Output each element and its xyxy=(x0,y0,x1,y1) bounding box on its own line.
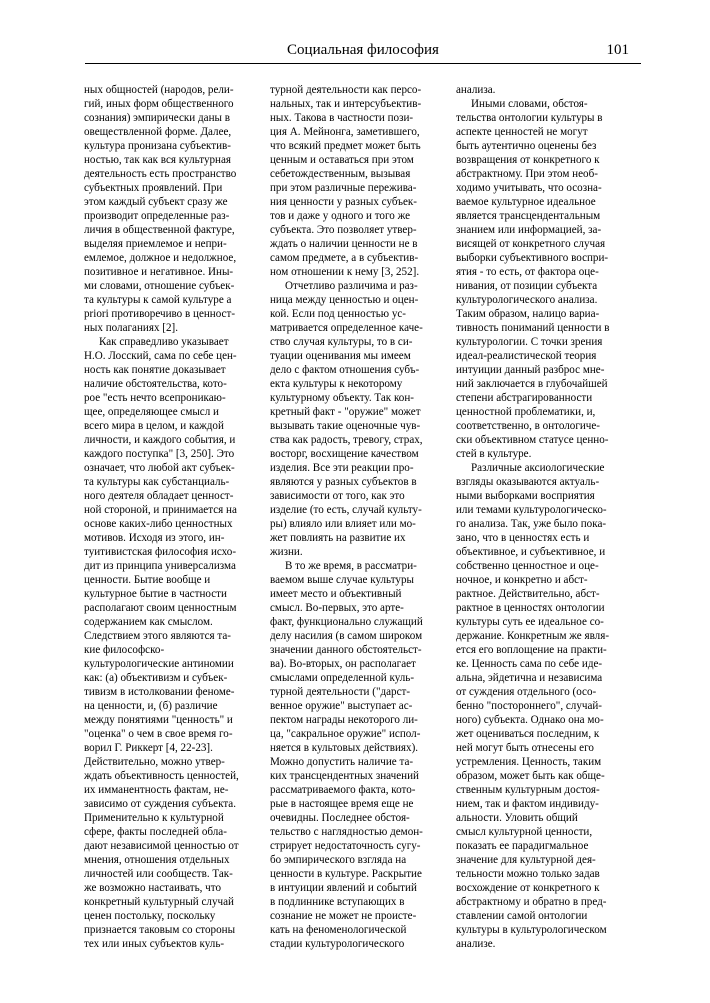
header-rule xyxy=(85,63,641,64)
paragraph: Иными словами, обстоя- тельства онтологии культуры в аспекте ценностей не могут быть аутентично оценены без возвращения от конкретного к абстрактному. При этом необ- ходимо учитывать, что осозна- ваемое культурное идеальное является трансцендентальным знанием или информацией, за- висящей от конкретного случая выборки субъективного воспри- ятия - то есть, от фактора оце- нивания, от позиции субъекта культурологического анализа. Таким образом, налицо вариа- тивность пониманий ценности в культурологии. С точки зрения идеал-реалистической теория интуиции данный разброс мне- ний заключается в глубочайшей степени абстрагированности ценностной проблематики, и, соответственно, в онтологиче- ски объективном статусе ценно- стей в культуре. xyxy=(456,98,610,460)
text-column-1 xyxy=(84,83,254,951)
text-column-3 xyxy=(456,83,626,951)
paragraph: В то же время, в рассматри- ваемом выше случае культуры имеет место и объективный смысл. Во-первых, это арте- факт, функционально служащий делу насилия (в самом широком значении данного обстоятельст- ва). Во-вторых, он располагает смыслами определенной куль- турной деятельности ("дарст- венное оружие" выступает ас- пектом награды некоторого ли- ца, "сакральное оружие" испол- няется в культовых действиях). Можно допустить наличие та- ких трансцендентных значений рассматриваемого факта, кото- рые в настоящее время еще не очевидны. Последнее обстоя- тельство с наглядностью демон- стрирует недостаточность сугу- бо эмпирического взгляда на ценности в культуре. Раскрытие в интуиции явлений и событий в подлиннике вступающих в сознание не может не происте- кать на феноменологической стадии культурологического xyxy=(270,560,423,950)
paragraph: анализа. xyxy=(456,84,496,96)
paragraph: ных общностей (народов, рели- гий, иных форм общественного сознания) эмпирически даны в овеществленной форме. Далее, культура пронизана субъектив- ностью, так как вся культурная деятельность есть пространство субъектных проявлений. При этом каждый субъект сразу же производит определенные раз- личия в общественной фактуре, выделяя приемлемое и непри- емлемое, должное и недолжное, позитивное и негативное. Ины- ми словами, отношение субъек- та культуры к самой культуре a priori противоречиво в ценност- ных полаганиях [2]. xyxy=(84,84,237,334)
page-number: 101 xyxy=(606,42,629,58)
paragraph: Различные аксиологические взгляды оказываются актуаль- ными выборками восприятия или темами культурологическо- го анализа. Так, уже было пока- зано, что в ценностях есть и объективное, и субъективное, и собственно ценностное и оце- ночное, и конкретно и абст- рактное. Действительно, абст- рактное в ценностях онтологии культуры суть ее идеальное со- держание. Конкретным же явля- ется его воплощение на практи- ке. Ценность сама по себе иде- альна, эйдетична и независима от суждения отдельного (осо- бенно "постороннего", случай- ного) субъекта. Однако она мо- жет оцениваться последним, к ней могут быть отнесены его устремления. Ценность, таким образом, может быть как обще- ственным культурным достоя- нием, так и фактом индивиду- альности. Уловить общий смысл культурной ценности, показать ее парадигмальное значение для культурной дея- тельности можно только задав восхождение от конкретного к абстрактному и обратно в пред- ставлении самой онтологии культуры в культурологическом анализе. xyxy=(456,462,610,950)
paragraph: Как справедливо указывает Н.О. Лосский, сама по себе цен- ность как понятие доказывает наличие обстоятельства, кото- рое "есть нечто всепроникаю- щее, определяющее смысл и всего мира в целом, и каждой личности, и каждого события, и каждого поступка" [3, 250]. Это означает, что любой акт субъек- та культуры как субстанциаль- ного деятеля обладает ценност- ной стороной, и принимается на основе каких-либо ценностных мотивов. Исходя из этого, ин- туитивистская философия исхо- дит из принципа универсализма ценности. Бытие вообще и культурное бытие в частности располагают своим ценностным содержанием как смыслом. Следствием этого являются та- кие философско- культурологические антиномии как: (а) объективизм и субъек- тивизм в истолковании феноме- на ценности, и, (б) различие между понятиями "ценность" и "оценка" о чем в свое время го- ворил Г. Риккерт [4, 22-23]. Действительно, можно утвер- ждать объективность ценностей, их имманентность фактам, не- зависимо от суждения субъекта. Применительно к культурной сфере, факты последней обла- дают независимой ценностью от мнения, отношения отдельных личностей или сообществ. Так- же возможно настаивать, что конкретный культурный случай ценен постольку, поскольку признается таковым со стороны тех или иных субъектов куль- xyxy=(84,336,239,950)
running-header xyxy=(85,38,641,64)
text-column-2 xyxy=(270,83,440,951)
section-title: Социальная философия xyxy=(287,42,439,58)
paragraph: Отчетливо различима и раз- ница между ценностью и оцен- кой. Если под ценностью ус- матривается определенное каче- ство случая культуры, то в си- туации оценивания мы имеем дело с фактом отношения субъ- екта культуры к некоторому культурному объекту. Так кон- кретный факт - "оружие" может вызывать такие оценочные чув- ства как радость, тревогу, страх, восторг, восхищение качеством изделия. Все эти реакции про- являются у разных субъектов в зависимости от того, как это изделие (то есть, случай культу- ры) влияло или влияет или мо- жет повлиять на развитие их жизни. xyxy=(270,280,423,558)
paragraph: турной деятельности как персо- нальных, так и интерсубъектив- ных. Такова в частности пози- ция А. Мейнонга, заметившего, что всякий предмет может быть ценным и оставаться при этом себетождественным, вызывая при этом различные пережива- ния ценности у разных субъек- тов и даже у одного и того же субъекта. Это позволяет утвер- ждать о наличии ценности не в самом предмете, а в субъектив- ном отношении к нему [3, 252]. xyxy=(270,84,422,278)
